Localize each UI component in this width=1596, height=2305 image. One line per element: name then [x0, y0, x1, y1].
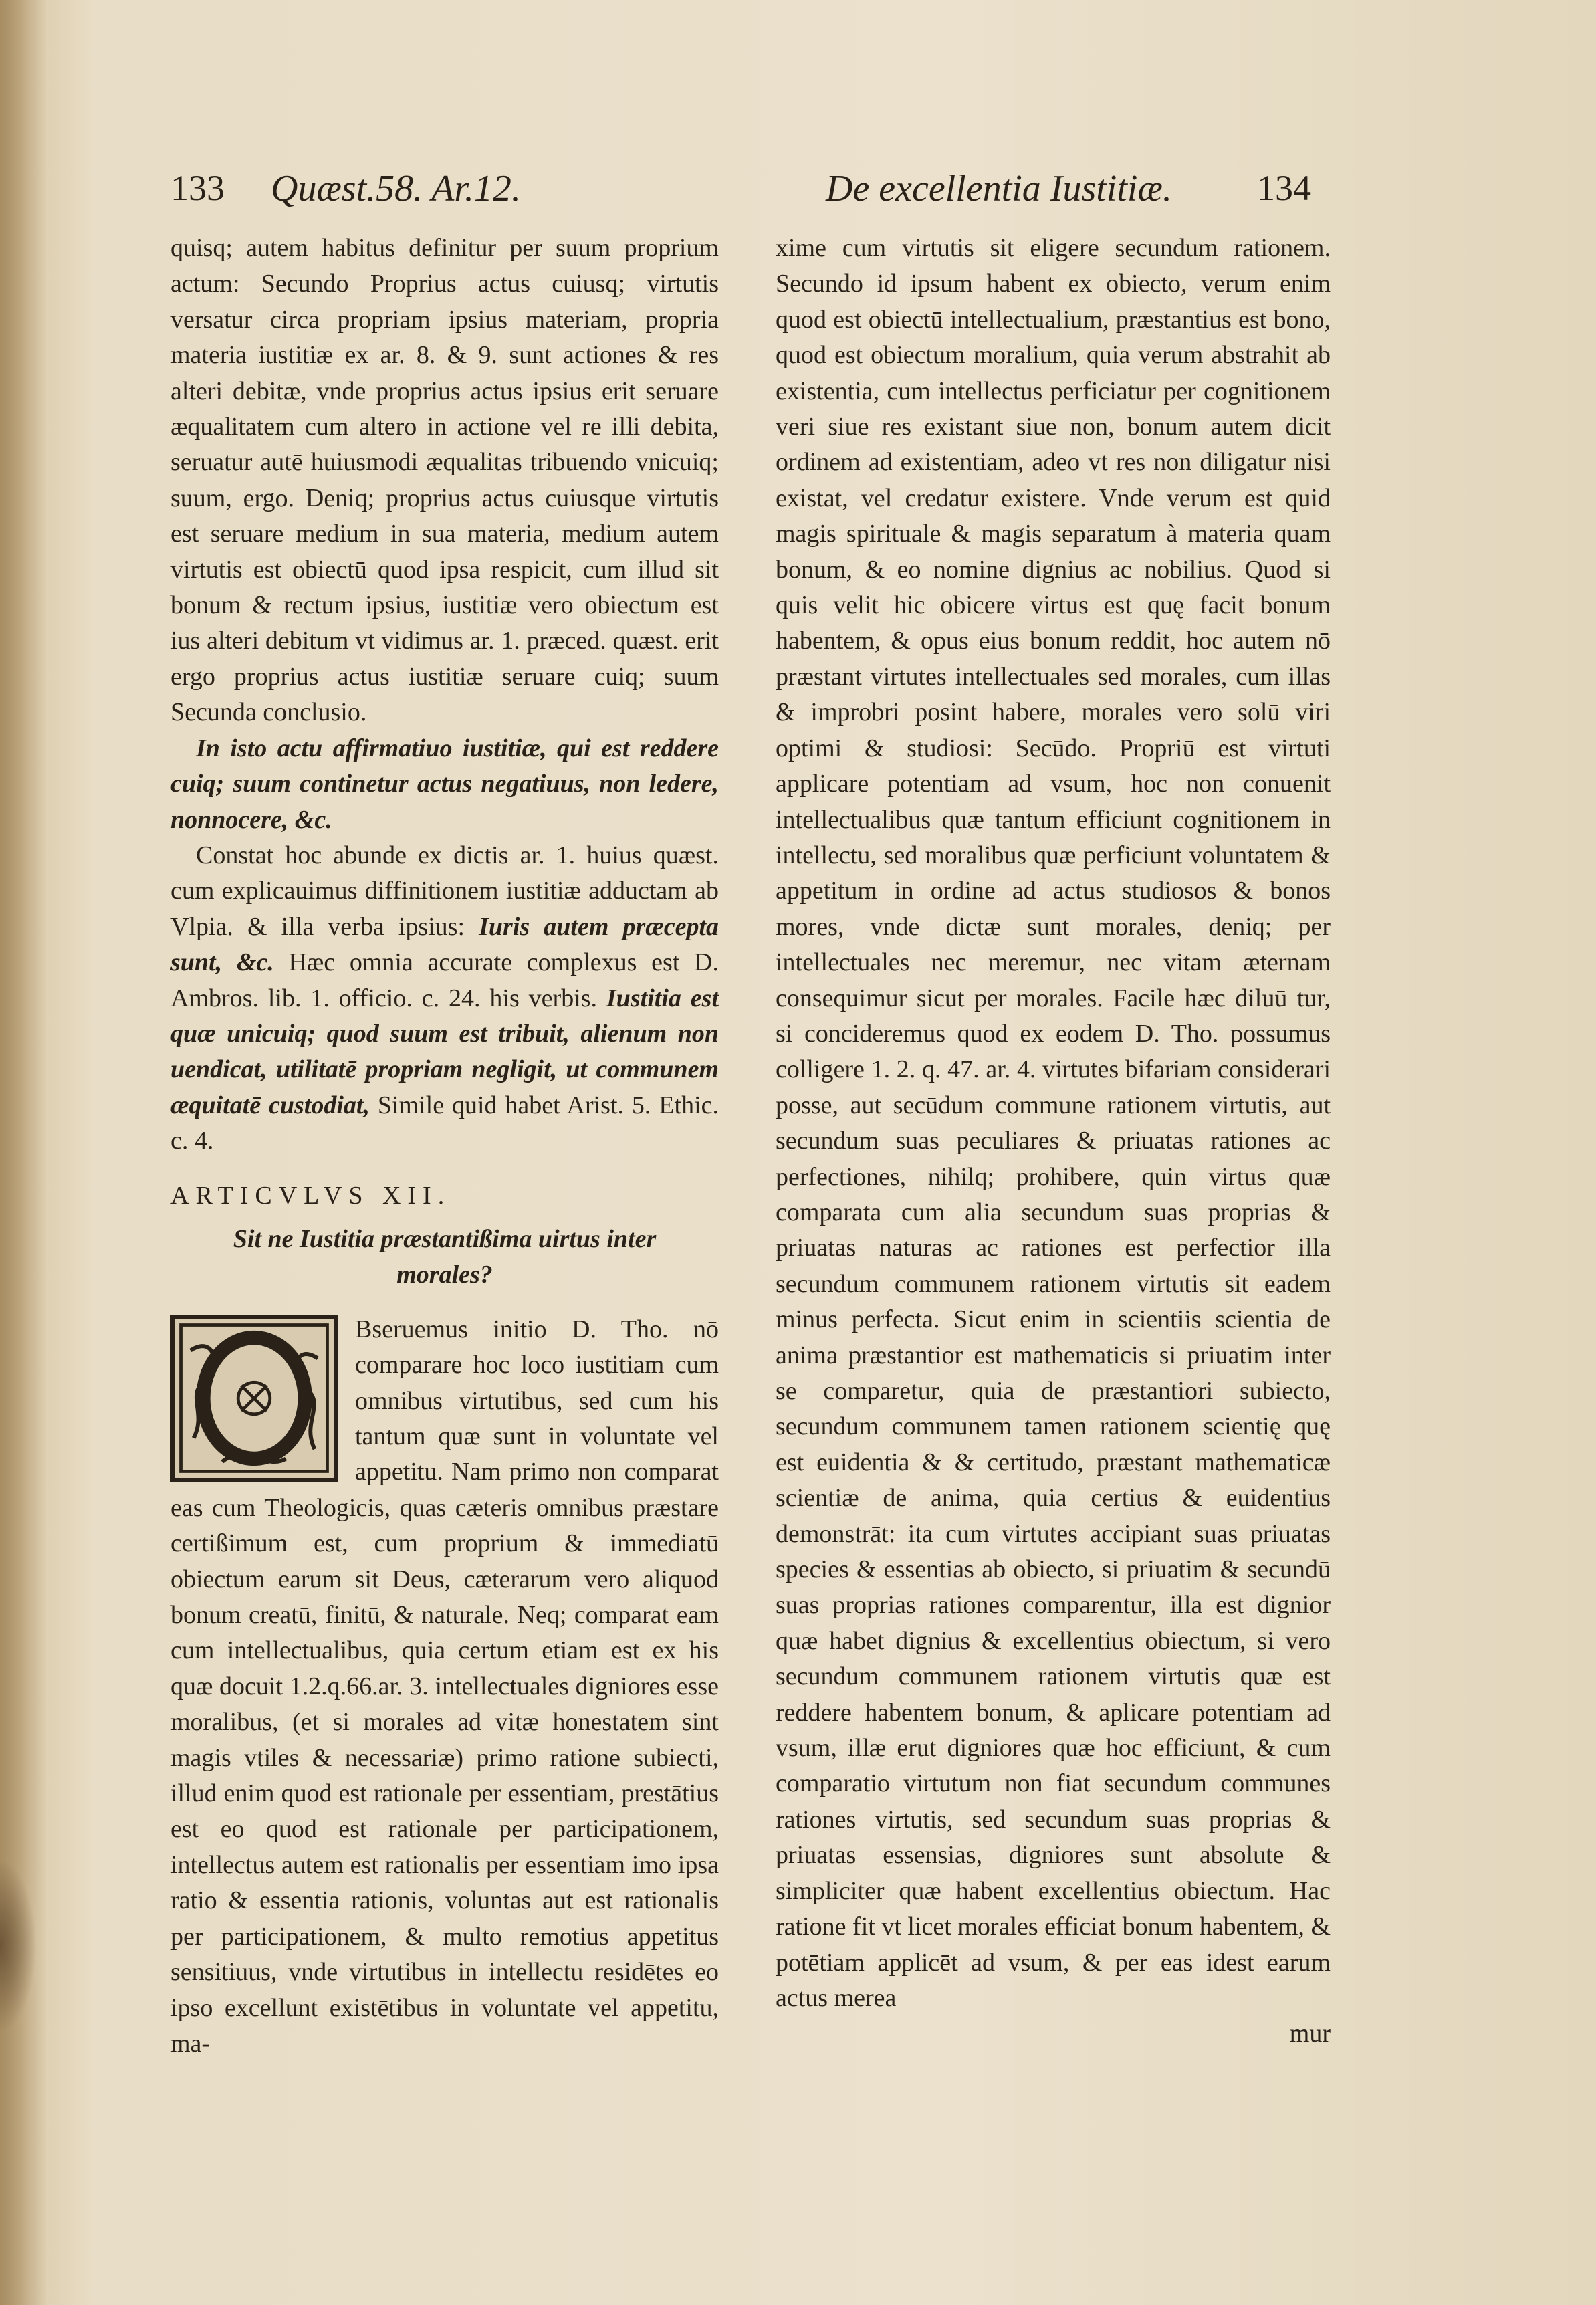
- second-conclusion: In isto actu affirmatiuo iustitiæ, qui est reddere cuiq; suum continetur actus negatiuus, non ledere, nonnocere, &c.: [170, 734, 719, 834]
- left-page-number: 133: [170, 168, 225, 208]
- paragraph: quisq; autem habitus definitur per suum proprium actum: Secundo Proprius actus cuiusq; virtutis versatur circa propriam ipsius materiam, propria materia iustitiæ ex ar. 8. & 9. sunt actiones & res alteri debitæ, vnde proprius actus ipsius erit seruare æqualitatem cum altero in actione vel re illi debita, seruatur autē huiusmodi æqualitas tribuendo vnicuiq; suum, ergo. Deniq; proprius actus cuiusque virtutis est seruare medium in sua materia, medium autem virtutis est obiectū quod ipsa respicit, cum illud sit bonum & rectum ipsius, iustitiæ vero obiectum est ius alteri debitum vt vidimus ar. 1. præced. quæst. erit ergo proprius actus iustitiæ seruare cuiq; suum Secunda conclusio.: [170, 234, 719, 727]
- article-body: [170, 1312, 719, 2062]
- article-title: ARTICVLVS XII.: [170, 1181, 451, 1210]
- right-text-column: [776, 231, 1331, 2052]
- text-span: Simile quid habet Arist. 5. Ethic. c. 4.: [170, 1091, 719, 1156]
- quotation: Iuris autem præcepta sunt, &c.: [170, 912, 719, 977]
- paragraph: xime cum virtutis sit eligere secundum rationem. Secundo id ipsum habent ex obiecto, verum enim quod est obiectū intellectualium, præstantius est bono, quod est obiectum moralium, quia verum abstrahit ab existentia, cum intellectus perficiatur per cognitionem veri siue res existant siue non, bonum autem dicit ordinem ad existentiam, adeo vt res non diligatur nisi existat, vel credatur existere. Vnde verum est quid magis spirituale & magis separatum à materia quam bonum, & eo nomine dignius ac nobilius. Quod si quis velit hic obicere virtus est quę facit bonum habentem, & opus eius bonum reddit, hoc autem nō præstant virtutes intellectuales sed morales, cum illas & improbri posint habere, morales vero solū viri optimi & studiosi: Secūdo. Propriū est virtuti applicare potentiam ad vsum, hoc non conuenit intellectualibus quæ tantum efficiunt cognitionem in intellectu, sed moralibus quæ perficiunt voluntatem & appetitum in ordine ad actus studiosos & bonos mores, vnde dictæ sunt morales, deniq; per intellectuales nec meremur, nec vitam æternam consequimur sicut per morales. Facile hæc diluū tur, si concideremus quod ex eodem D. Tho. possumus colligere 1. 2. q. 47. ar. 4. virtutes bifariam considerari posse, aut secūdum commune rationem virtutis, aut secundum suas peculiares & priuatas rationes ac perfectiones, nihilq; prohibere, quin virtus quæ comparata cum alia secundum suas proprias & priuatas naturas ac rationes est perfectior illa secundum communem rationem virtutis sit eadem minus perfecta. Sicut enim in scientiis scientia de anima præstantior est mathematicis si priuatim inter se comparetur, quia de præstantiori subiecto, secundum communem tamen rationem scientię quę est euidentia & & certitudo, præstant mathematicæ scientiæ de anima, quia certius & euidentius demonstrāt: ita cum virtutes accipiant suas priuatas species & essentias ab obiecto, si priuatim & secundū suas proprias rationes comparentur, illa est dignior quæ habet dignius & excellentius obiectum, si vero secundum communem rationem virtutis quæ est reddere habentem bonum, & aplicare potentiam ad vsum, illæ erut digniores quæ hoc efficiunt, & cum comparatio virtutum non fiat secundum communes rationes virtutis, sed secundum suas proprias & priuatas essensias, digniores sunt absolute & simpliciter quæ habent excellentius obiectum. Hac ratione fit vt licet morales efficiat bonum habentem, & potētiam applicēt ad vsum, & per eas idest earum actus merea: [776, 234, 1331, 2012]
- text-span: Hæc omnia accurate complexus est D. Ambros. lib. 1. officio. c. 24. his verbis.: [170, 948, 719, 1012]
- paragraph: Bseruemus initio D. Tho. nō comparare hoc loco iustitiam cum omnibus virtutibus, sed cum his tantum quæ sunt in voluntate vel appetitu. Nam primo non comparat eas cum Theologicis, quas cæteris omnibus præstare certißimum est, cum proprium & immediatū obiectum earum sit Deus, cæterarum vero aliquod bonum creatū, finitū, & naturale. Neq; comparat eam cum intellectualibus, quia certum etiam est ex his quæ docuit 1.2.q.66.ar. 3. intellectuales digniores esse moralibus, (et si morales ad vitæ honestatem sint magis vtiles & necessariæ) primo ratione subiecti, illud enim quod est rationale per essentiam, prestātius est eo quod est rationale per participationem, intellectus autem est rationalis per essentiam imo ipsa ratio & essentia rationis, voluntas aut est rationalis per participationem, & multo remotius appetitus sensitiuus, vnde virtutibus in intellectu residētes eo ipso excellunt existētibus in voluntate vel appetitu, ma-: [170, 1315, 719, 2058]
- text-span: Constat hoc abunde ex dictis ar. 1. huius quæst. cum explicauimus diffinitionem iustitiæ adductam ab Vlpia. & illa verba ipsius:: [170, 841, 719, 941]
- right-running-head: De excellentia Iustitiæ.: [826, 168, 1172, 209]
- left-running-head: Quæst.58. Ar.12.: [271, 168, 521, 209]
- article-question: Sit ne Iustitia præstantißima uirtus inter morales?: [233, 1224, 657, 1289]
- left-text-column: [170, 231, 719, 2062]
- page-stain: [0, 1859, 37, 2033]
- catchword: mur: [1289, 2019, 1331, 2048]
- paragraph: [170, 838, 719, 1160]
- quotation: Iustitia est quæ unicuiq; quod suum est tribuit, alienum non uendicat, utilitatē propriam negligit, ut communem æquitatē custodiat,: [170, 984, 719, 1119]
- right-page-number: 134: [1257, 168, 1311, 208]
- decorated-initial-o-icon: [170, 1315, 338, 1482]
